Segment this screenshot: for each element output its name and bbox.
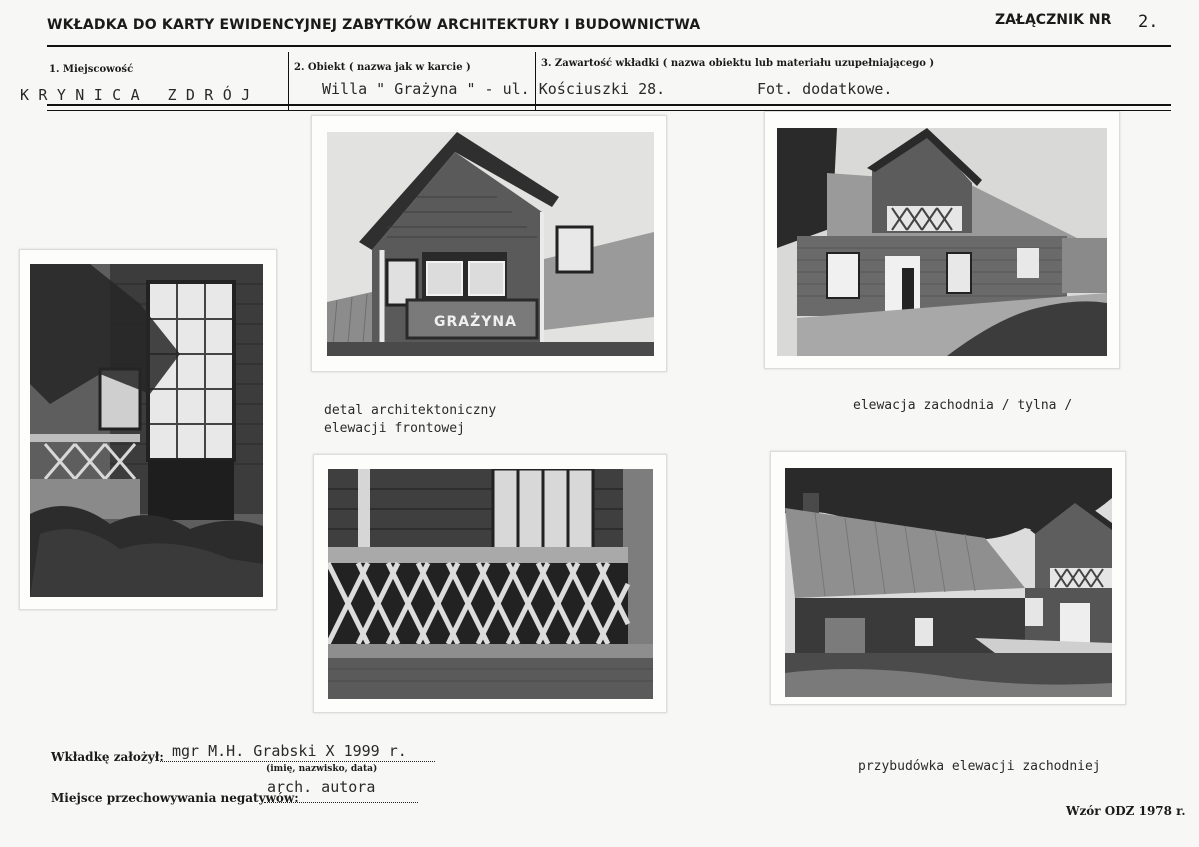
caption-west-elevation: elewacja zachodnia / tylna / [853,398,1073,413]
field-divider-1 [288,52,289,110]
created-by-label: Wkładkę założył: [51,750,164,764]
photo-west-mount [764,111,1120,369]
storage-label: Miejsce przechowywania negatywów: [51,791,299,805]
caption-detail-line2: elewacji frontowej [324,421,465,436]
attachment-number: 2. [1138,12,1159,32]
caption-detail-line1: detal architektoniczny [324,403,497,418]
created-by-dotline [160,760,435,762]
locality-value: KRYNICA ZDRÓJ [20,86,260,104]
object-value: Willa " Grażyna " - ul. Kościuszki 28. [322,80,666,98]
storage-dotline [264,801,418,803]
created-by-value: mgr M.H. Grabski X 1999 r. [172,742,407,760]
photo-veranda-mount [19,249,277,610]
locality-label: 1. Miejscowość [49,64,134,75]
object-label: 2. Obiekt ( nazwa jak w karcie ) [294,62,471,73]
photo-porch-railing [328,469,653,699]
photo-railing-mount [313,454,667,713]
storage-value: arch. autora [267,778,376,796]
header-rule-bottom [47,104,1171,106]
photo-west-elevation [777,128,1107,356]
form-code: Wzór ODZ 1978 r. [1066,804,1186,818]
sign-text: GRAŻYNA [434,314,517,330]
photo-veranda-window [30,264,263,597]
contents-label: 3. Zawartość wkładki ( nazwa obiektu lub materiału uzupełniającego ) [541,58,935,69]
photo-detail-mount [311,115,667,372]
photo-west-annex [785,468,1112,697]
photo-annex-mount [770,451,1126,705]
created-by-hint: (imię, nazwisko, data) [266,764,378,774]
caption-annex: przybudówka elewacji zachodniej [858,759,1101,774]
attachment-label: ZAŁĄCZNIK NR [995,12,1112,28]
form-title: WKŁADKA DO KARTY EWIDENCYJNEJ ZABYTKÓW ARCHITEKTURY I BUDOWNICTWA [47,17,701,33]
contents-value: Fot. dodatkowe. [757,80,893,98]
header-rule-top [47,45,1171,47]
